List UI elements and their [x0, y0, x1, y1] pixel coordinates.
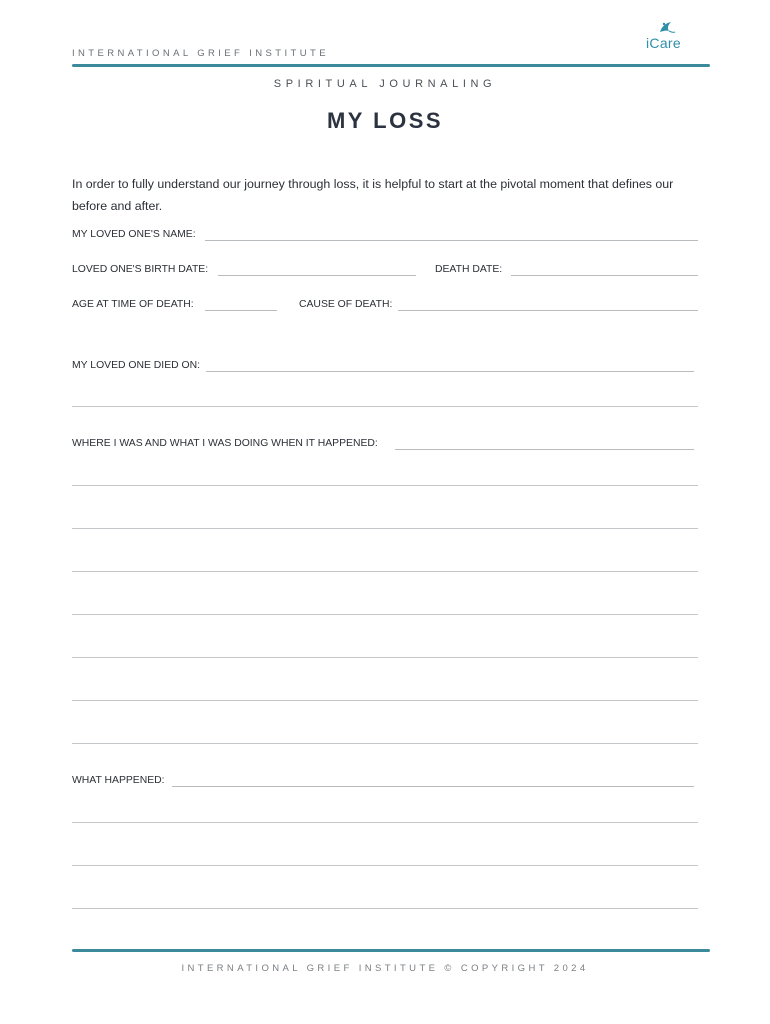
- writing-line[interactable]: [72, 822, 698, 823]
- writing-line[interactable]: [72, 657, 698, 658]
- organization-header: INTERNATIONAL GRIEF INSTITUTE: [72, 48, 329, 59]
- page-subtitle: SPIRITUAL JOURNALING: [273, 78, 497, 90]
- birth-date-label: LOVED ONE'S BIRTH DATE:: [72, 264, 209, 275]
- cause-of-death-label: CAUSE OF DEATH:: [299, 299, 393, 310]
- header-divider: [72, 64, 710, 67]
- copyright-footer: INTERNATIONAL GRIEF INSTITUTE © COPYRIGHT 2024: [181, 963, 589, 974]
- what-happened-label: WHAT HAPPENED:: [72, 775, 165, 786]
- cause-of-death-field[interactable]: [398, 310, 698, 311]
- writing-line[interactable]: [72, 571, 698, 572]
- age-at-death-label: AGE AT TIME OF DEATH:: [72, 299, 194, 310]
- where-i-was-field[interactable]: [395, 449, 694, 450]
- birth-date-field[interactable]: [218, 275, 416, 276]
- died-on-field[interactable]: [206, 371, 694, 372]
- death-date-label: DEATH DATE:: [435, 264, 503, 275]
- loved-ones-name-label: MY LOVED ONE'S NAME:: [72, 229, 196, 240]
- writing-line[interactable]: [72, 614, 698, 615]
- page-title: MY LOSS: [326, 108, 444, 133]
- icare-logo: [640, 20, 696, 54]
- writing-line[interactable]: [72, 908, 698, 909]
- loved-ones-name-field[interactable]: [205, 240, 698, 241]
- writing-line[interactable]: [72, 743, 698, 744]
- logo-wordmark: iCare: [646, 35, 681, 51]
- footer-divider: [72, 949, 710, 952]
- writing-line[interactable]: [72, 406, 698, 407]
- death-date-field[interactable]: [511, 275, 698, 276]
- intro-paragraph: In order to fully understand our journey through loss, it is helpful to start at the pivotal moment that defines our before and after.: [72, 177, 674, 213]
- age-at-death-field[interactable]: [205, 310, 277, 311]
- died-on-label: MY LOVED ONE DIED ON:: [72, 360, 200, 371]
- where-i-was-label: WHERE I WAS AND WHAT I WAS DOING WHEN IT HAPPENED:: [72, 438, 378, 449]
- what-happened-field[interactable]: [172, 786, 694, 787]
- writing-line[interactable]: [72, 485, 698, 486]
- writing-line[interactable]: [72, 700, 698, 701]
- writing-line[interactable]: [72, 865, 698, 866]
- writing-line[interactable]: [72, 528, 698, 529]
